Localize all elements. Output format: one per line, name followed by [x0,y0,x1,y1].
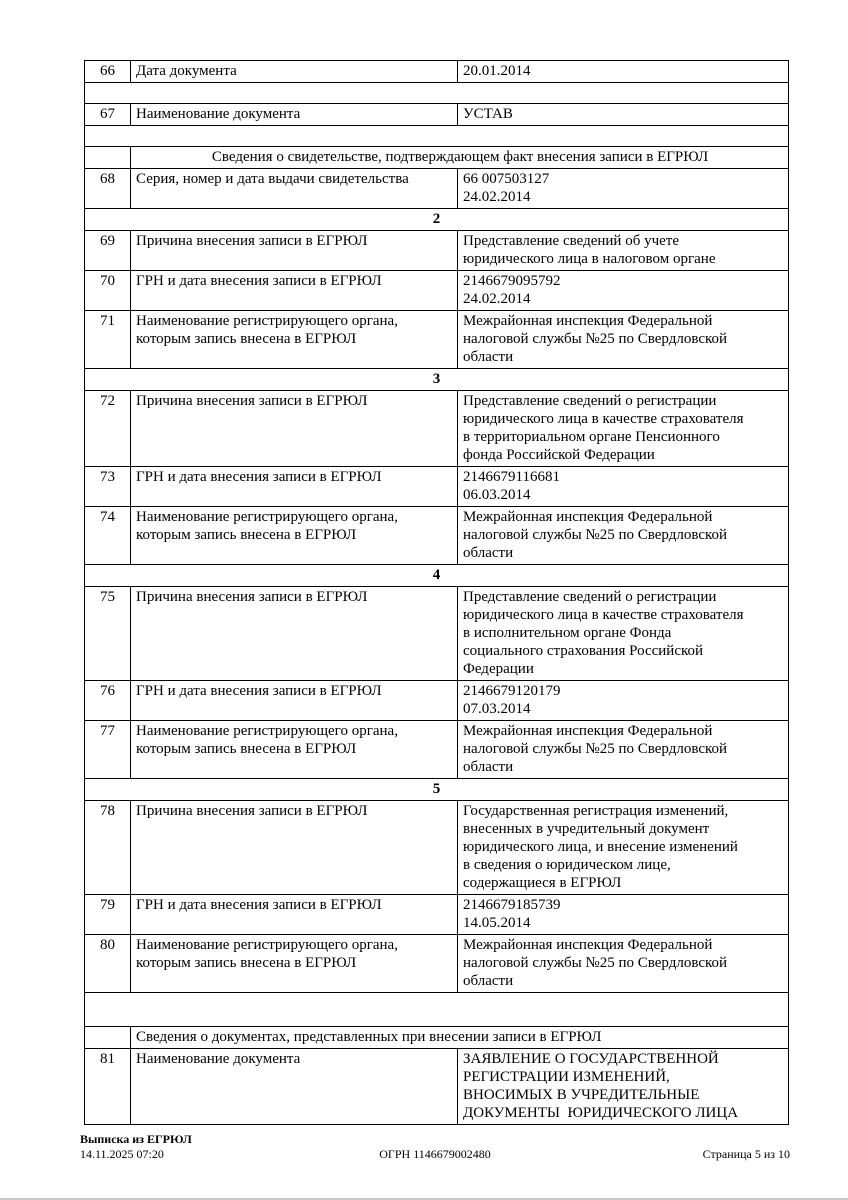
row-label: Наименование документа [131,1049,458,1125]
footer-datetime: 14.11.2025 07:20 [80,1147,164,1161]
table-row-75 [85,587,789,681]
row-number: 79 [85,895,131,935]
row-label: ГРН и дата внесения записи в ЕГРЮЛ [131,467,458,507]
row-value: ЗАЯВЛЕНИЕ О ГОСУДАРСТВЕННОЙ РЕГИСТРАЦИИ ИЗМЕНЕНИЙ, ВНОСИМЫХ В УЧРЕДИТЕЛЬНЫЕ ДОКУМЕНТЫ ЮРИДИЧЕСКОГО ЛИЦА [458,1049,789,1125]
table-row-67 [85,104,789,126]
row-value: Межрайонная инспекция Федеральной налоговой службы №25 по Свердловской области [458,507,789,565]
table-row-74 [85,507,789,565]
spacer-cell [85,83,789,104]
footer-doc-type: Выписка из ЕГРЮЛ [80,1132,192,1146]
section-header: Сведения о документах, представленных при внесении записи в ЕГРЮЛ [131,1027,789,1049]
row-number: 70 [85,271,131,311]
row-value: Представление сведений о регистрации юридического лица в качестве страхователя в территориальном органе Пенсионного фонда Российской Федерации [458,391,789,467]
section-empty-cell [85,1027,131,1049]
row-number: 76 [85,681,131,721]
table-row-78 [85,801,789,895]
record-number-row [85,779,789,801]
row-value: 2146679120179 07.03.2014 [458,681,789,721]
table-row-80 [85,935,789,993]
record-number-row [85,209,789,231]
section-empty-cell [85,147,131,169]
row-value: 66 007503127 24.02.2014 [458,169,789,209]
row-label: Причина внесения записи в ЕГРЮЛ [131,801,458,895]
row-label: Причина внесения записи в ЕГРЮЛ [131,391,458,467]
row-value: Представление сведений об учете юридического лица в налоговом органе [458,231,789,271]
table-row-72 [85,391,789,467]
row-label: Наименование регистрирующего органа, которым запись внесена в ЕГРЮЛ [131,935,458,993]
table-row-68 [85,169,789,209]
table-row-77 [85,721,789,779]
row-value: УСТАВ [458,104,789,126]
row-number: 77 [85,721,131,779]
page-footer [80,1132,790,1161]
row-label: Дата документа [131,61,458,83]
row-label: ГРН и дата внесения записи в ЕГРЮЛ [131,681,458,721]
row-number: 73 [85,467,131,507]
row-number: 69 [85,231,131,271]
row-number: 80 [85,935,131,993]
spacer-row [85,993,789,1027]
row-value: 2146679116681 06.03.2014 [458,467,789,507]
row-label: Серия, номер и дата выдачи свидетельства [131,169,458,209]
spacer-row [85,83,789,104]
row-number: 66 [85,61,131,83]
row-value: 2146679095792 24.02.2014 [458,271,789,311]
table-row-79 [85,895,789,935]
record-number: 5 [85,779,789,801]
table-row-70 [85,271,789,311]
record-number: 4 [85,565,789,587]
table-row-69 [85,231,789,271]
row-label: Наименование регистрирующего органа, которым запись внесена в ЕГРЮЛ [131,311,458,369]
table-row-76 [85,681,789,721]
spacer-cell [85,993,789,1027]
row-number: 78 [85,801,131,895]
row-value: Межрайонная инспекция Федеральной налоговой службы №25 по Свердловской области [458,311,789,369]
table-row-81 [85,1049,789,1125]
row-number: 71 [85,311,131,369]
row-number: 81 [85,1049,131,1125]
row-number: 74 [85,507,131,565]
row-label: ГРН и дата внесения записи в ЕГРЮЛ [131,895,458,935]
row-value: 2146679185739 14.05.2014 [458,895,789,935]
row-label: Наименование регистрирующего органа, которым запись внесена в ЕГРЮЛ [131,721,458,779]
table-row-66 [85,61,789,83]
row-label: ГРН и дата внесения записи в ЕГРЮЛ [131,271,458,311]
row-number: 75 [85,587,131,681]
section-header: Сведения о свидетельстве, подтверждающем факт внесения записи в ЕГРЮЛ [131,147,789,169]
footer-page-number: Страница 5 из 10 [702,1147,790,1161]
row-label: Наименование регистрирующего органа, которым запись внесена в ЕГРЮЛ [131,507,458,565]
row-value: Представление сведений о регистрации юридического лица в качестве страхователя в исполнительном органе Фонда социального страхования Российской Федерации [458,587,789,681]
footer-ogrn: ОГРН 1146679002480 [379,1147,491,1161]
row-number: 68 [85,169,131,209]
egrul-extract-table [84,60,789,1125]
section-header-row-documents [85,1027,789,1049]
row-label: Наименование документа [131,104,458,126]
row-value: Государственная регистрация изменений, внесенных в учредительный документ юридического лица, и внесение изменений в сведения о юридическом лице, содержащиеся в ЕГРЮЛ [458,801,789,895]
record-number-row [85,369,789,391]
record-number-row [85,565,789,587]
table-row-71 [85,311,789,369]
row-value: Межрайонная инспекция Федеральной налоговой службы №25 по Свердловской области [458,935,789,993]
row-value: 20.01.2014 [458,61,789,83]
table-row-73 [85,467,789,507]
record-number: 2 [85,209,789,231]
row-label: Причина внесения записи в ЕГРЮЛ [131,587,458,681]
row-label: Причина внесения записи в ЕГРЮЛ [131,231,458,271]
record-number: 3 [85,369,789,391]
spacer-cell [85,126,789,147]
footer-line [80,1147,790,1161]
row-value: Межрайонная инспекция Федеральной налоговой службы №25 по Свердловской области [458,721,789,779]
row-number: 67 [85,104,131,126]
row-number: 72 [85,391,131,467]
section-header-row-certificate [85,147,789,169]
spacer-row [85,126,789,147]
